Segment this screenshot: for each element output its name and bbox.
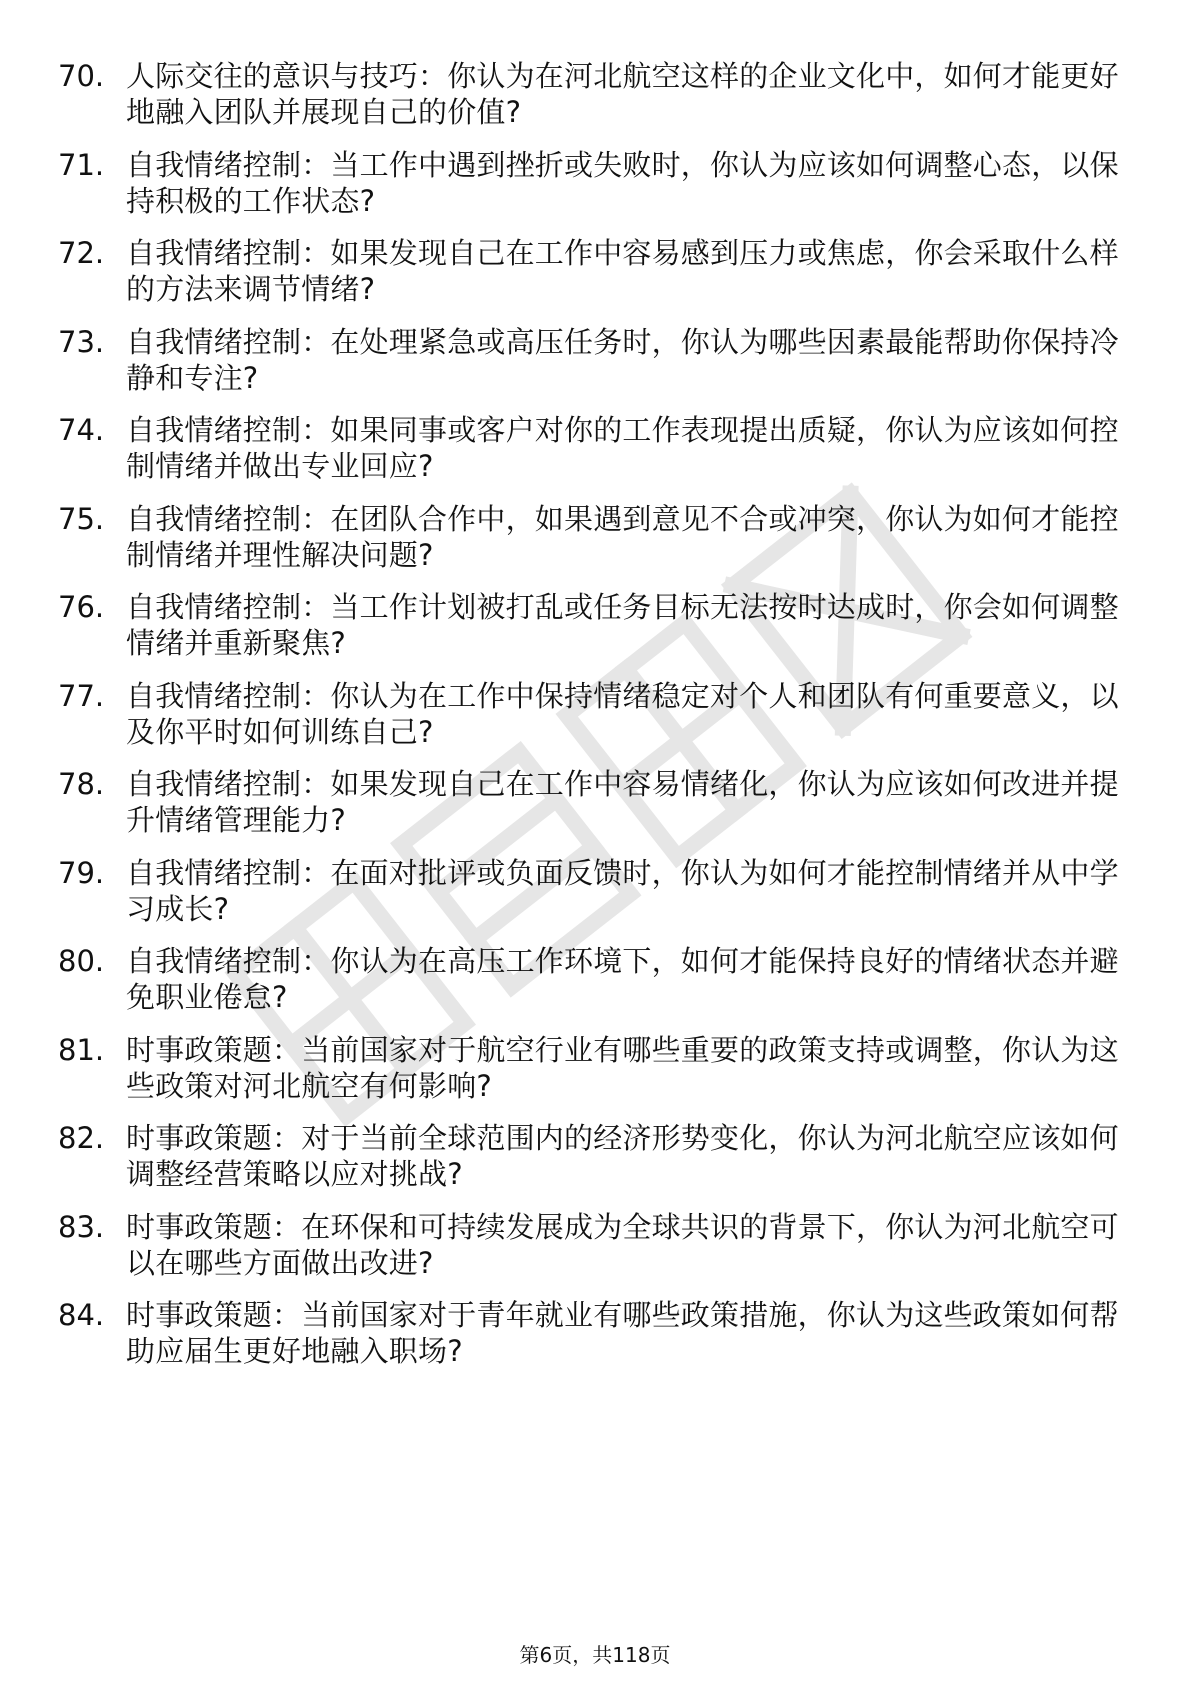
question-item (58, 1032, 1128, 1104)
question-text: 人际交往的意识与技巧：你认为在河北航空这样的企业文化中，如何才能更好地融入团队并展现自己的价值? (126, 59, 1119, 129)
question-item (58, 235, 1128, 307)
question-number: 73. (58, 324, 105, 359)
question-item (58, 589, 1128, 661)
question-text: 自我情绪控制：如果发现自己在工作中容易情绪化，你认为应该如何改进并提升情绪管理能力? (126, 767, 1119, 837)
question-text: 自我情绪控制：当工作计划被打乱或任务目标无法按时达成时，你会如何调整情绪并重新聚焦? (126, 590, 1119, 660)
question-list (58, 58, 1128, 1386)
question-item (58, 412, 1128, 484)
question-text: 自我情绪控制：你认为在高压工作环境下，如何才能保持良好的情绪状态并避免职业倦怠? (126, 944, 1119, 1014)
question-item (58, 855, 1128, 927)
question-text: 时事政策题：在环保和可持续发展成为全球共识的背景下，你认为河北航空可以在哪些方面做出改进? (126, 1209, 1119, 1280)
question-number: 79. (58, 855, 105, 890)
question-number: 83. (58, 1209, 105, 1244)
question-item (58, 1120, 1128, 1192)
question-item (58, 678, 1128, 750)
question-text: 自我情绪控制：在面对批评或负面反馈时，你认为如何才能控制情绪并从中学习成长? (126, 855, 1119, 926)
question-number: 76. (58, 590, 105, 624)
question-text: 自我情绪控制：在团队合作中，如果遇到意见不合或冲突，你认为如何才能控制情绪并理性解决问题? (126, 501, 1119, 572)
question-number: 70. (58, 59, 105, 93)
question-number: 75. (58, 501, 105, 536)
question-number: 81. (58, 1032, 105, 1067)
question-item (58, 943, 1128, 1015)
question-item (58, 766, 1128, 838)
question-item (58, 58, 1128, 130)
question-number: 71. (58, 147, 105, 182)
question-item (58, 147, 1128, 219)
question-item (58, 501, 1128, 573)
question-item (58, 1209, 1128, 1281)
question-text: 时事政策题：当前国家对于青年就业有哪些政策措施，你认为这些政策如何帮助应届生更好地融入职场? (126, 1298, 1119, 1368)
question-text: 时事政策题：当前国家对于航空行业有哪些重要的政策支持或调整，你认为这些政策对河北航空有何影响? (126, 1032, 1119, 1103)
question-item (58, 1297, 1128, 1369)
question-number: 84. (58, 1298, 105, 1332)
page-number-footer: 第6页，共118页 (519, 1643, 671, 1667)
question-number: 80. (58, 944, 105, 978)
question-text: 自我情绪控制：当工作中遇到挫折或失败时，你认为应该如何调整心态，以保持积极的工作状态? (126, 147, 1119, 218)
question-number: 74. (58, 413, 105, 447)
question-item (58, 324, 1128, 396)
question-number: 82. (58, 1121, 105, 1155)
question-number: 77. (58, 678, 105, 713)
question-text: 自我情绪控制：如果发现自己在工作中容易感到压力或焦虑，你会采取什么样的方法来调节情绪? (126, 236, 1119, 306)
question-number: 72. (58, 236, 105, 270)
question-text: 自我情绪控制：在处理紧急或高压任务时，你认为哪些因素最能帮助你保持冷静和专注? (126, 324, 1119, 395)
question-text: 时事政策题：对于当前全球范围内的经济形势变化，你认为河北航空应该如何调整经营策略以应对挑战? (126, 1121, 1119, 1191)
question-text: 自我情绪控制：你认为在工作中保持情绪稳定对个人和团队有何重要意义，以及你平时如何训练自己? (126, 678, 1119, 749)
question-number: 78. (58, 767, 105, 801)
question-text: 自我情绪控制：如果同事或客户对你的工作表现提出质疑，你认为应该如何控制情绪并做出专业回应? (126, 413, 1119, 483)
